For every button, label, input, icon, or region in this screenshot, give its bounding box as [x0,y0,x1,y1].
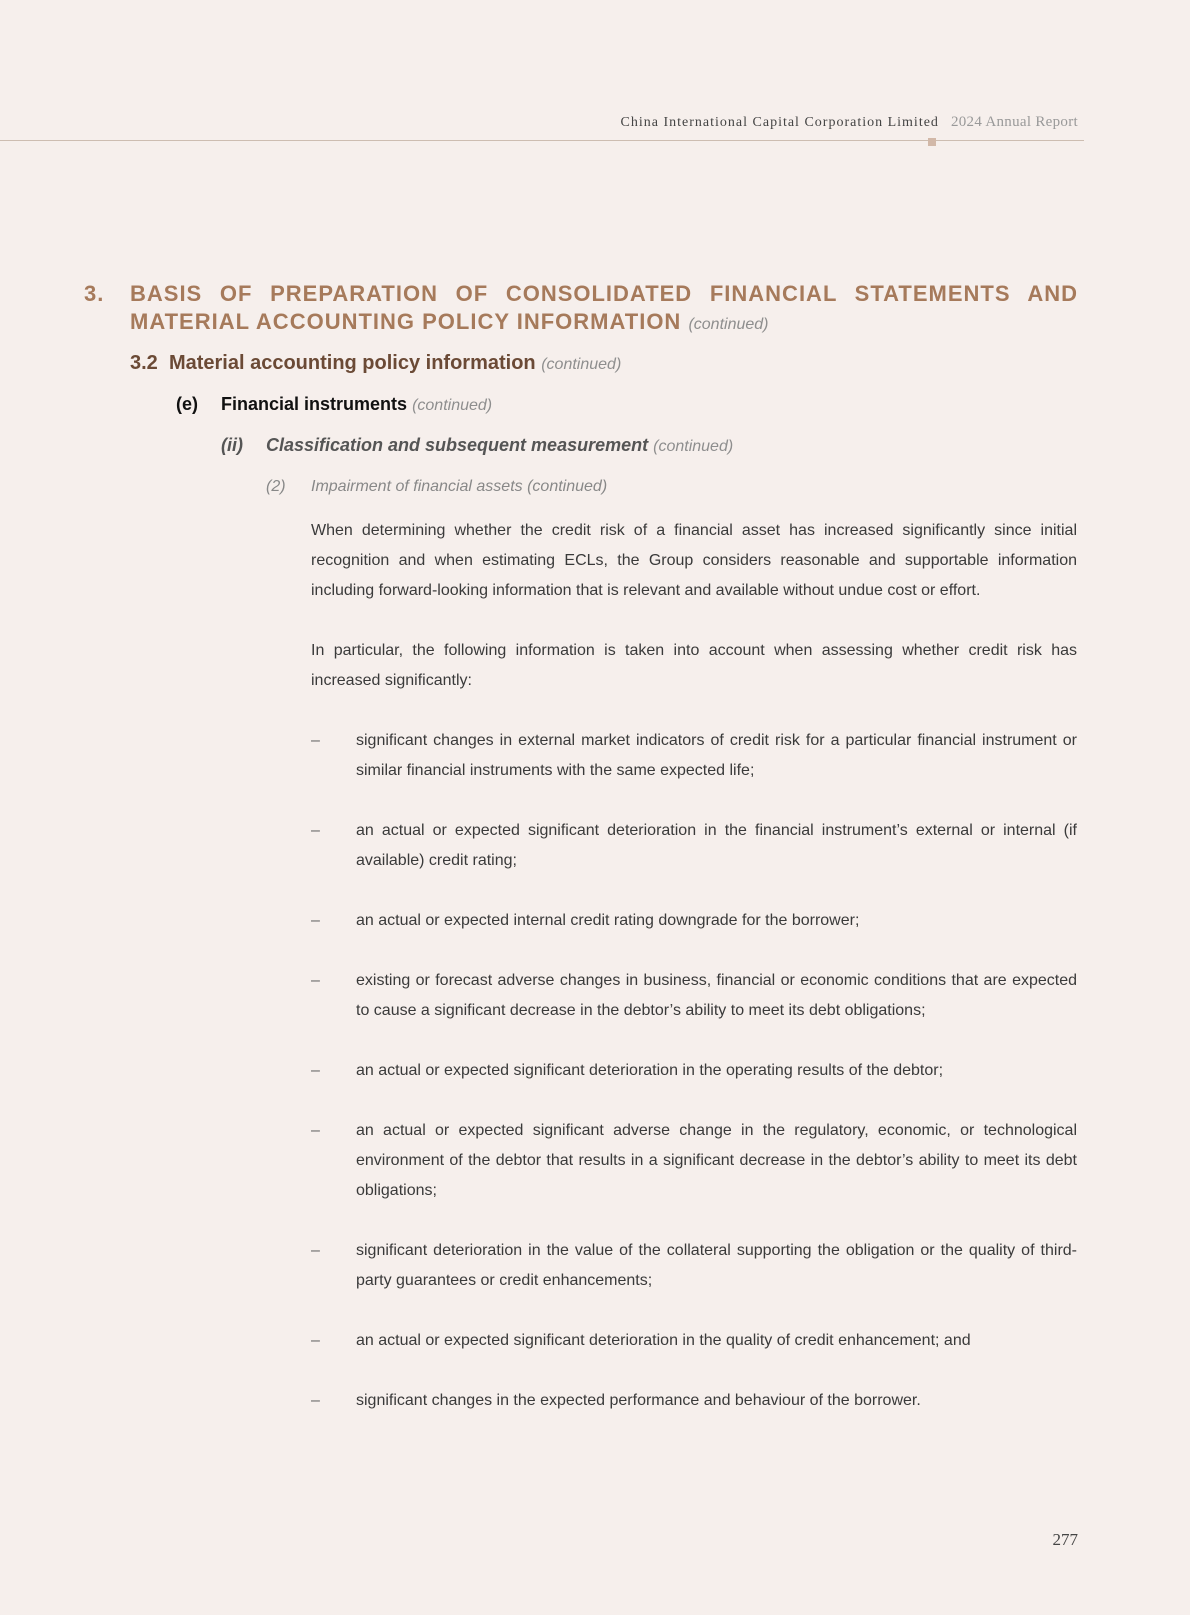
continued-label: (continued) [412,397,493,414]
continued-label: (continued) [541,356,622,373]
bullet-dash: – [311,822,320,839]
bullet-list [311,726,1077,1416]
item-number: (e) [176,394,198,414]
bullet-text: an actual or expected significant deterioration in the financial instrument’s external or internal (if available) credit rating; [356,822,1077,869]
company-name: China International Capital Corporation Limited [620,115,939,130]
bullet-text: existing or forecast adverse changes in business, financial or economic conditions that are expected to cause a significant decrease in the debtor’s ability to meet its debt obligations; [356,972,1077,1019]
bullet-dash: – [311,1242,320,1259]
report-title: 2024 Annual Report [950,114,1078,130]
bullet-text: significant changes in the expected performance and behaviour of the borrower. [356,1392,921,1409]
header-rule [0,140,1084,141]
bullet-item [311,1116,1077,1206]
section-heading [84,280,1078,339]
page-number: 277 [1052,1530,1078,1549]
bullet-text: significant deterioration in the value of the collateral supporting the obligation or the quality of third-party guarantees or credit enhancements; [356,1242,1077,1289]
bullet-item [311,1236,1077,1296]
section-number: 3. [84,281,105,306]
bullet-dash: – [311,1332,320,1349]
item-heading [176,394,492,415]
paragraph: When determining whether the credit risk of a financial asset has increased significantly since initial recognition and when estimating ECLs, the Group considers reasonable and supportable information including forward-looking information that is relevant and available without undue cost or effort. [311,522,1077,599]
subsection-heading [130,352,621,375]
subsection-title: Material accounting policy information [168,352,536,374]
bullet-text: an actual or expected internal credit rating downgrade for the borrower; [356,912,860,929]
bullet-text: significant changes in external market indicators of credit risk for a particular financial instrument or similar financial instruments with the same expected life; [356,732,1077,779]
section-title: BASIS OF PREPARATION OF CONSOLIDATED FINANCIAL STATEMENTS AND MATERIAL ACCOUNTING POLICY INFORMATION [130,281,1078,334]
paragraph: In particular, the following information is taken into account when assessing whether credit risk has increased significantly: [311,642,1077,689]
bullet-text: an actual or expected significant deterioration in the operating results of the debtor; [356,1062,944,1079]
header-square-marker [928,138,936,146]
bullet-text: an actual or expected significant deterioration in the quality of credit enhancement; and [356,1332,971,1349]
point-heading [266,478,607,496]
bullet-item [311,966,1077,1026]
bullet-dash: – [311,732,320,749]
bullet-dash: – [311,972,320,989]
subitem-number: (ii) [221,435,243,455]
bullet-item [311,906,1077,936]
body-text [311,516,1077,1446]
bullet-item [311,816,1077,876]
bullet-item [311,726,1077,786]
bullet-dash: – [311,1062,320,1079]
bullet-item [311,1386,1077,1416]
item-title: Financial instruments [221,394,408,414]
continued-label: (continued) [653,438,734,455]
subitem-heading [221,435,733,456]
continued-label: (continued) [688,316,769,333]
running-header [621,114,1078,131]
subsection-number: 3.2 [130,352,158,374]
bullet-item [311,1326,1077,1356]
bullet-dash: – [311,912,320,929]
subitem-title: Classification and subsequent measurement [266,435,649,455]
bullet-item [311,1056,1077,1086]
bullet-text: an actual or expected significant adverse change in the regulatory, economic, or technological environment of the debtor that results in a significant decrease in the debtor’s ability to meet its debt obligations; [356,1122,1077,1199]
bullet-dash: – [311,1122,320,1139]
bullet-dash: – [311,1392,320,1409]
point-title: Impairment of financial assets (continued) [311,478,608,495]
point-number: (2) [266,478,286,495]
